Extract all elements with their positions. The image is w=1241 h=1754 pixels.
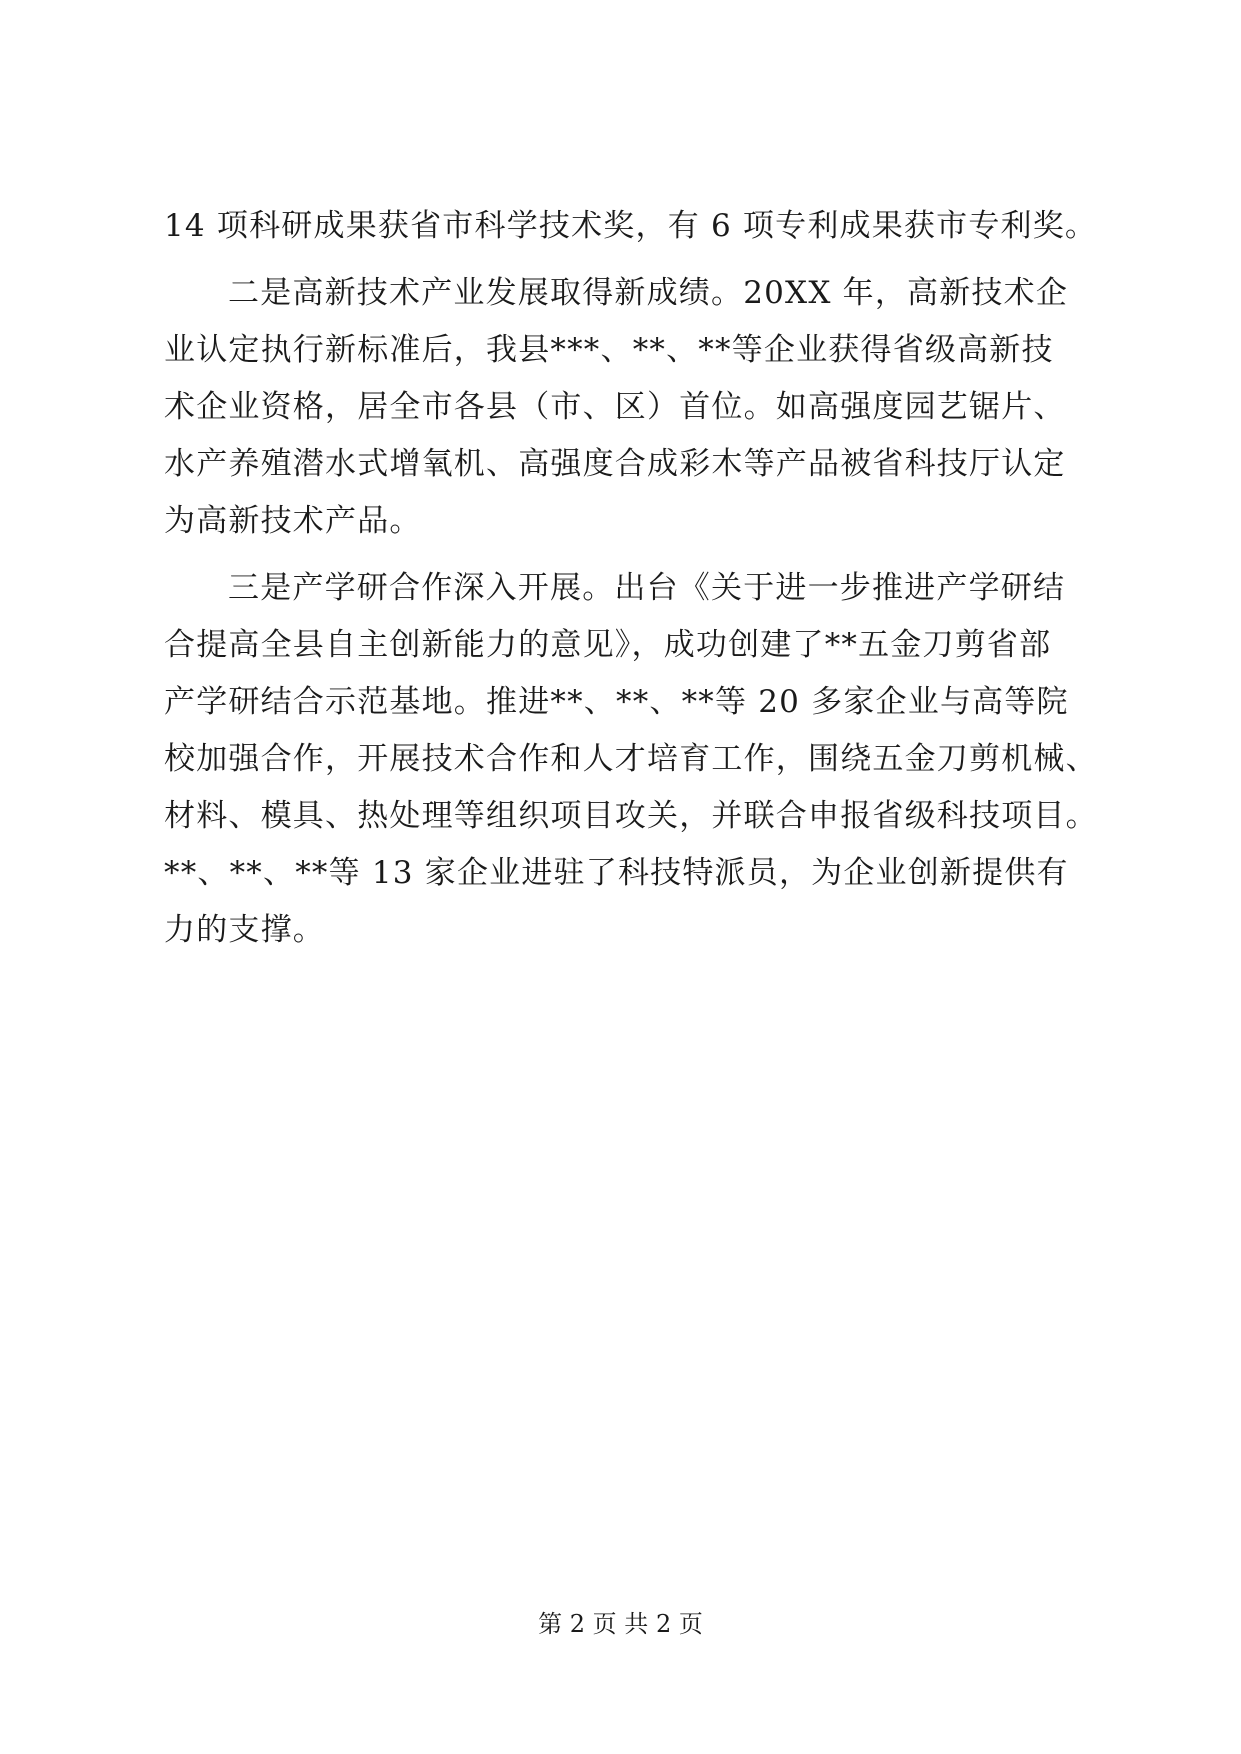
paragraph-line: 术企业资格，居全市各县（市、区）首位。如高强度园艺锯片、 xyxy=(164,389,1066,425)
paragraph-line: 14 项科研成果获省市科学技术奖，有 6 项专利成果获市专利奖。 xyxy=(164,208,1098,244)
paragraph-line: 力的支撑。 xyxy=(164,912,325,948)
paragraph-line: **、**、**等 13 家企业进驻了科技特派员，为企业创新提供有 xyxy=(164,855,1069,891)
paragraph-line: 为高新技术产品。 xyxy=(164,503,422,539)
page-number-footer: 第 2 页 共 2 页 xyxy=(538,1610,703,1638)
paragraph-1 xyxy=(164,198,1098,255)
paragraph-line: 校加强合作，开展技术合作和人才培育工作，围绕五金刀剪机械、 xyxy=(164,741,1098,777)
paragraph-line: 产学研结合示范基地。推进**、**、**等 20 多家企业与高等院 xyxy=(164,684,1069,720)
document-body xyxy=(164,198,1098,959)
paragraph-line: 材料、模具、热处理等组织项目攻关，并联合申报省级科技项目。 xyxy=(164,798,1098,834)
paragraph-line: 合提高全县自主创新能力的意见》，成功创建了**五金刀剪省部 xyxy=(164,627,1052,663)
paragraph-line: 水产养殖潜水式增氧机、高强度合成彩木等产品被省科技厅认定 xyxy=(164,446,1066,482)
paragraph-2 xyxy=(164,265,1084,550)
paragraph-line: 业认定执行新标准后，我县***、**、**等企业获得省级高新技 xyxy=(164,332,1054,368)
paragraph-line: 二是高新技术产业发展取得新成绩。20XX 年，高新技术企 xyxy=(228,275,1069,311)
paragraph-line: 三是产学研合作深入开展。出台《关于进一步推进产学研结 xyxy=(228,570,1066,606)
paragraph-3 xyxy=(164,560,1098,959)
